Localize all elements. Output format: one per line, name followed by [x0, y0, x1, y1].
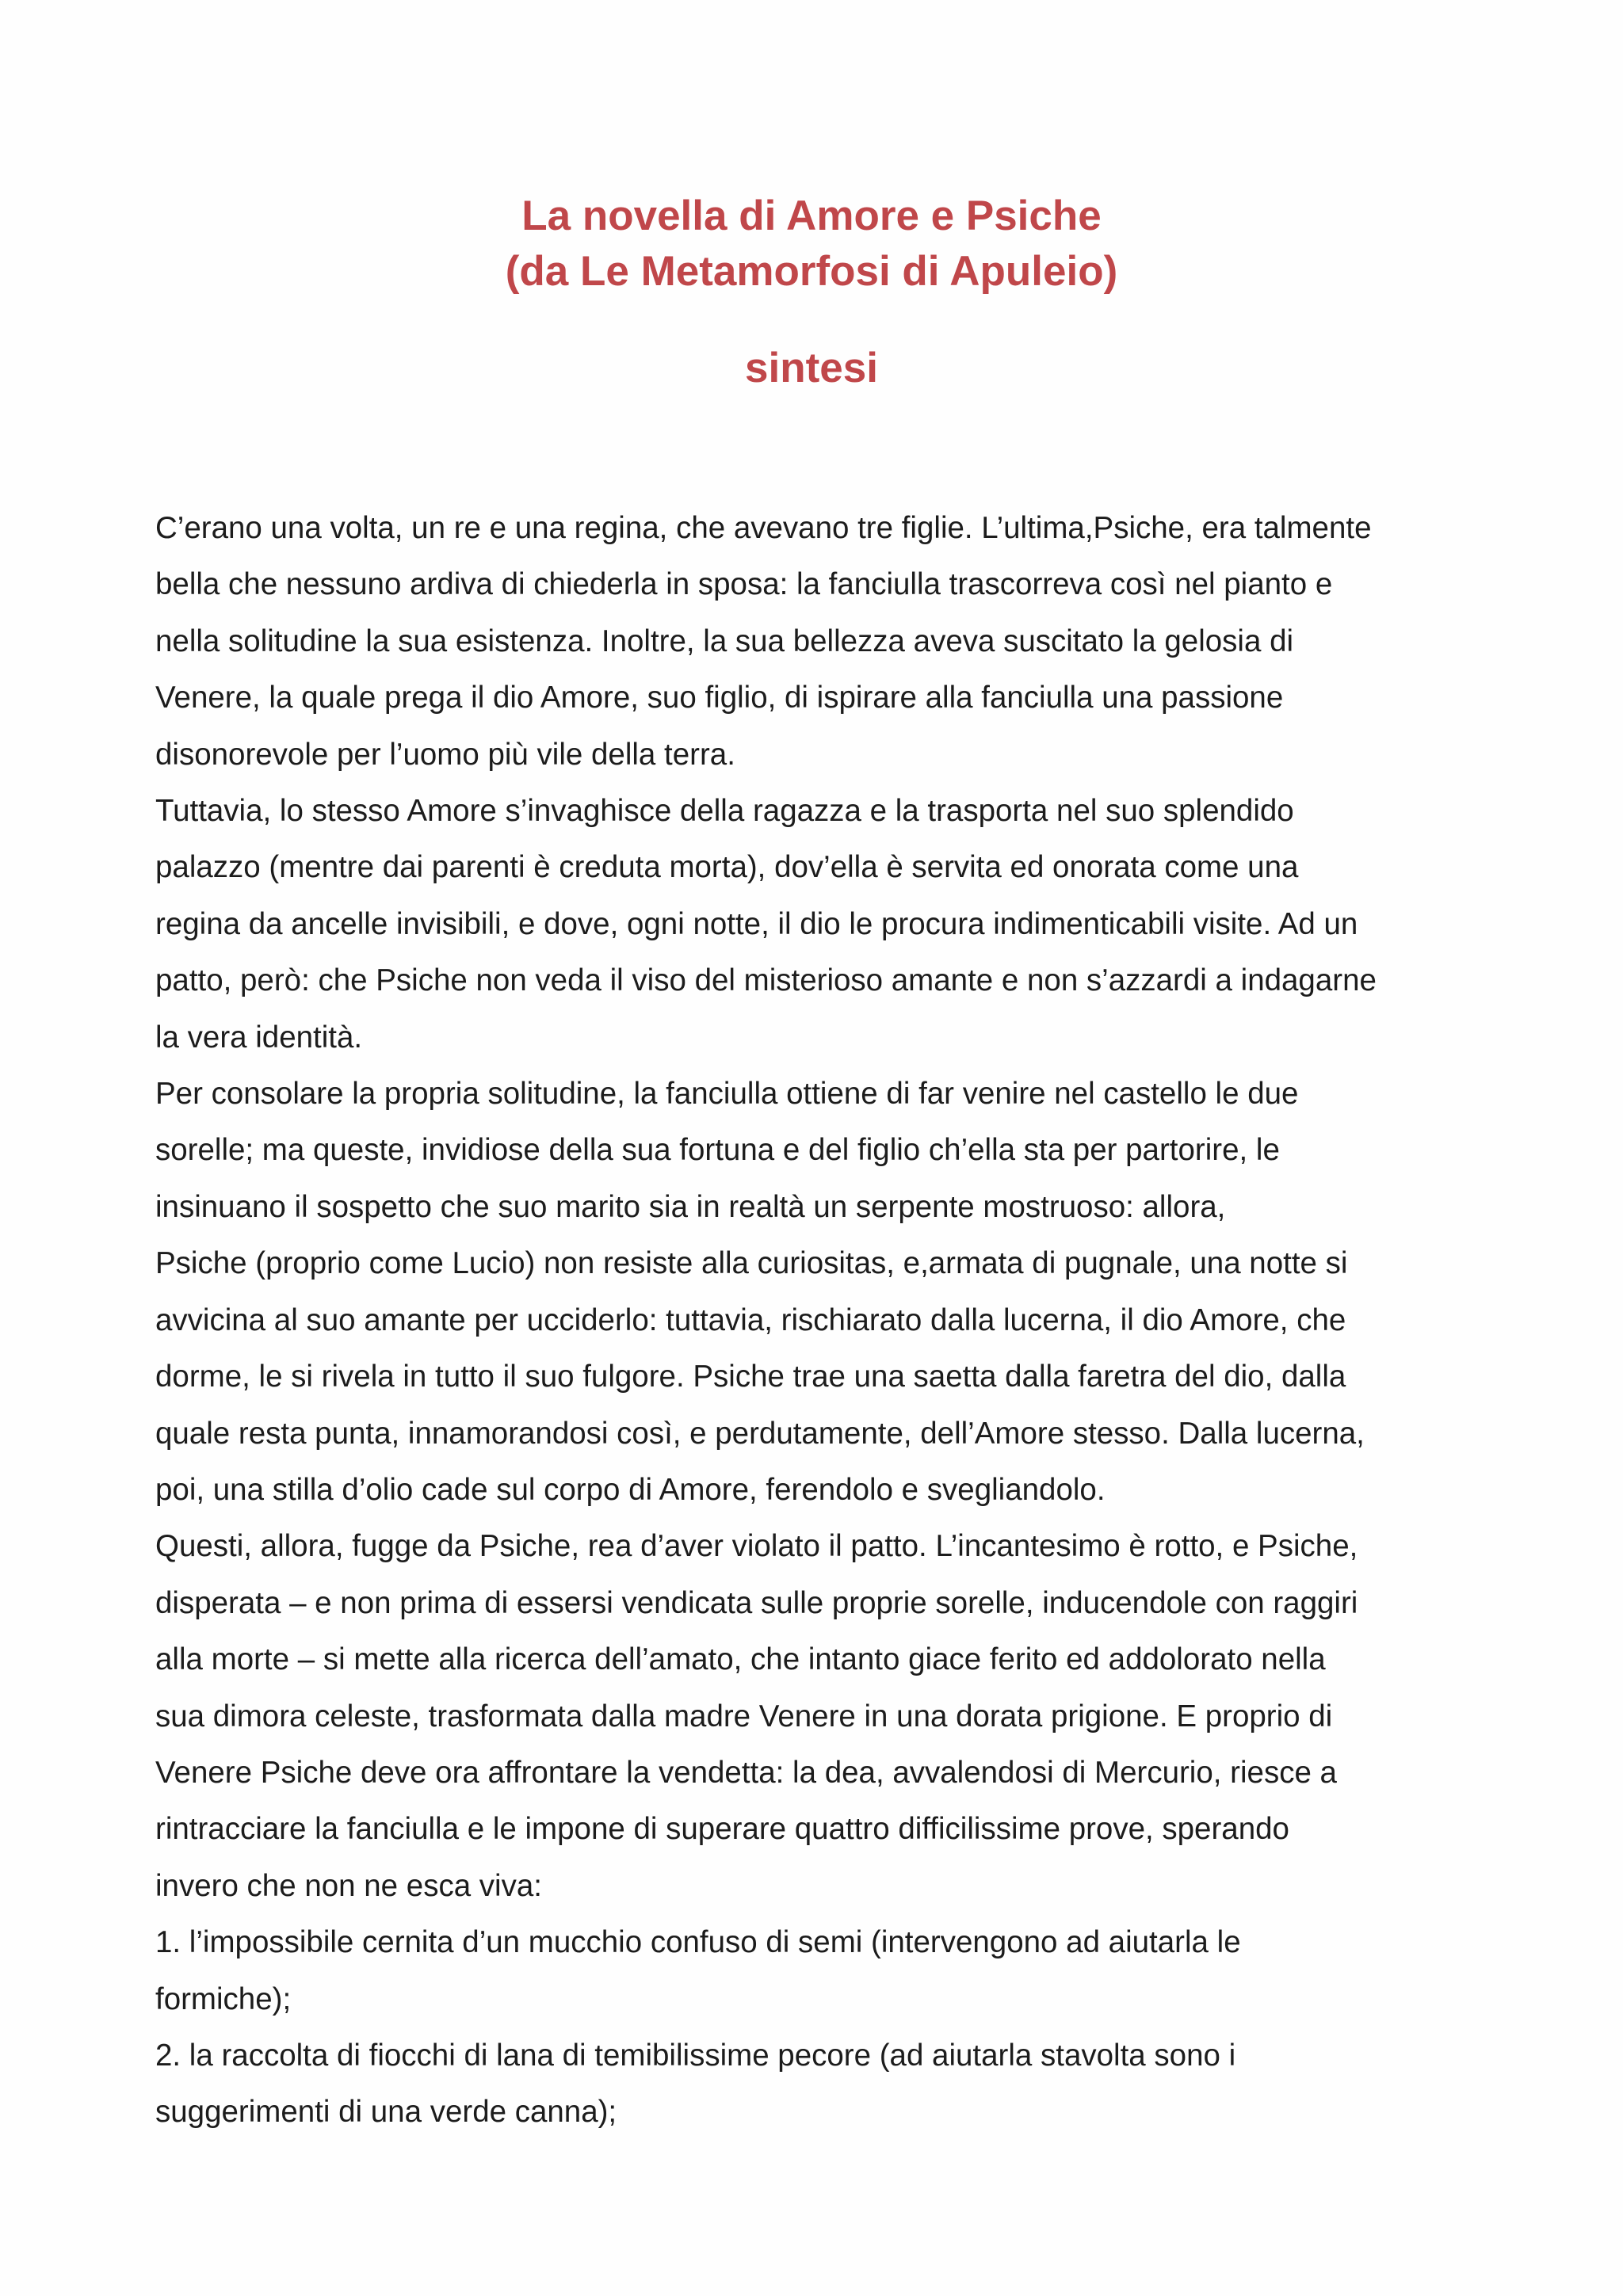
text-line: Questi, allora, fugge da Psiche, rea d’aver violato il patto. L’incantesimo è rotto, e Psiche, — [155, 1529, 1358, 1564]
text-line: dorme, le si rivela in tutto il suo fulgore. Psiche trae una saetta dalla faretra del dio, dalla — [155, 1360, 1346, 1394]
text-line: regina da ancelle invisibili, e dove, ogni notte, il dio le procura indimenticabili visite. Ad un — [155, 906, 1358, 941]
text-line: patto, però: che Psiche non veda il viso del misterioso amante e non s’azzardi a indagarne — [155, 963, 1377, 998]
text-line: nella solitudine la sua esistenza. Inoltre, la sua bellezza aveva suscitato la gelosia di — [155, 624, 1294, 658]
text-line: insinuano il sospetto che suo marito sia in realtà un serpente mostruoso: allora, — [155, 1189, 1226, 1224]
text-line: Venere Psiche deve ora affrontare la vendetta: la dea, avvalendosi di Mercurio, riesce a — [155, 1755, 1337, 1790]
text-line: Tuttavia, lo stesso Amore s’invaghisce della ragazza e la trasporta nel suo splendido — [155, 794, 1294, 829]
text-line: Venere, la quale prega il dio Amore, suo figlio, di ispirare alla fanciulla una passione — [155, 681, 1284, 715]
list-item-1-line: formiche); — [155, 1981, 292, 2016]
text-line: Psiche (proprio come Lucio) non resiste alla curiositas, e,armata di pugnale, una notte si — [155, 1246, 1348, 1281]
title-block — [0, 189, 1623, 299]
section-heading: sintesi — [745, 345, 878, 391]
text-line: avvicina al suo amante per ucciderlo: tuttavia, rischiarato dalla lucerna, il dio Amore, che — [155, 1302, 1346, 1337]
document-title: La novella di Amore e Psiche — [521, 193, 1102, 239]
text-line: sorelle; ma queste, invidiose della sua fortuna e del figlio ch’ella sta per partorire, le — [155, 1133, 1280, 1168]
text-line: sua dimora celeste, trasformata dalla madre Venere in una dorata prigione. E proprio di — [155, 1699, 1333, 1733]
text-line: quale resta punta, innamorandosi così, e perdutamente, dell’Amore stesso. Dalla lucerna, — [155, 1416, 1365, 1451]
body-text — [155, 500, 1503, 2141]
document-subtitle: (da Le Metamorfosi di Apuleio) — [505, 248, 1118, 295]
text-line: rintracciare la fanciulla e le impone di superare quattro difficilissime prove, sperando — [155, 1812, 1289, 1847]
text-line: la vera identità. — [155, 1020, 363, 1055]
text-line: palazzo (mentre dai parenti è creduta morta), dov’ella è servita ed onorata come una — [155, 850, 1299, 885]
list-item-2-line: 2. la raccolta di fiocchi di lana di temibilissime pecore (ad aiutarla stavolta sono i — [155, 2038, 1236, 2073]
text-line: alla morte – si mette alla ricerca dell’amato, che intanto giace ferito ed addolorato nella — [155, 1642, 1326, 1677]
text-line: invero che non ne esca viva: — [155, 1868, 542, 1903]
text-line: C’erano una volta, un re e una regina, che avevano tre figlie. L’ultima,Psiche, era talmente — [155, 511, 1372, 545]
text-line: Per consolare la propria solitudine, la fanciulla ottiene di far venire nel castello le due — [155, 1077, 1299, 1112]
list-item-1-line: 1. l’impossibile cernita d’un mucchio confuso di semi (intervengono ad aiutarla le — [155, 1925, 1241, 1960]
text-line: disperata – e non prima di essersi vendicata sulle proprie sorelle, inducendole con raggiri — [155, 1585, 1358, 1620]
list-item-2-line: suggerimenti di una verde canna); — [155, 2095, 617, 2130]
text-line: poi, una stilla d’olio cade sul corpo di Amore, ferendolo e svegliandolo. — [155, 1472, 1106, 1507]
text-line: bella che nessuno ardiva di chiederla in sposa: la fanciulla trascorreva così nel pianto e — [155, 567, 1333, 602]
text-line: disonorevole per l’uomo più vile della terra. — [155, 737, 735, 772]
